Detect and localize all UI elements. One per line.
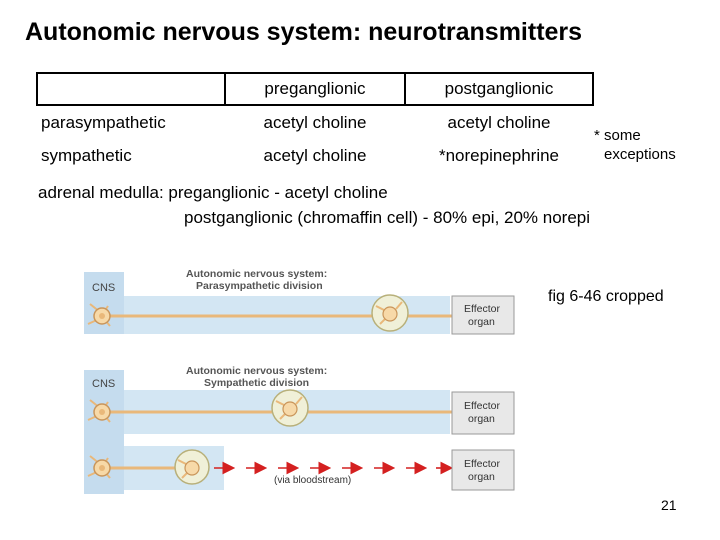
panel-title: Autonomic nervous system: [186,365,328,377]
table-cell: acetyl choline [447,112,551,132]
table-cell: sympathetic [41,145,132,165]
effector-label: organ [468,471,495,483]
table-row [37,105,593,139]
table-cell: parasympathetic [41,112,166,132]
adrenal-medulla-line: adrenal medulla: preganglionic - acetyl choline [38,183,388,202]
note-line: * some [594,127,641,144]
figure-caption: fig 6-46 cropped [548,288,664,305]
effector-label: Effector [464,303,500,315]
panel-title: Parasympathetic division [196,280,323,292]
table-header-row [37,73,593,105]
table-cell: acetyl choline [263,145,367,165]
exceptions-note [594,126,676,164]
cns-label: CNS [92,282,116,294]
table-cell: *norepinephrine [438,145,560,165]
page-number: 21 [661,497,677,513]
effector-label: Effector [464,400,500,412]
effector-organ [452,450,514,490]
table-header-cell [37,73,225,105]
neurotransmitter-table [36,72,594,172]
note-line: exceptions [604,146,676,163]
ganglion [272,390,308,426]
table-cell: acetyl choline [263,112,367,132]
effector-organ [452,392,514,434]
via-bloodstream-label: (via bloodstream) [274,475,352,486]
panel-title: Autonomic nervous system: [186,268,328,280]
autonomic-figure [84,262,524,494]
table-header-cell: preganglionic [225,73,405,105]
cns-label: CNS [92,378,116,390]
effector-label: organ [468,316,495,328]
table-header-cell: postganglionic [405,73,593,105]
effector-organ [452,296,514,334]
ganglion [372,295,408,331]
table-row [37,139,593,172]
page-title: Autonomic nervous system: neurotransmitters [25,18,583,46]
effector-label: organ [468,413,495,425]
adrenal-medulla-line: postganglionic (chromaffin cell) - 80% epi, 20% norepi [184,208,591,227]
effector-label: Effector [464,458,500,470]
panel-title: Sympathetic division [204,377,310,389]
chromaffin-cell [175,450,209,484]
